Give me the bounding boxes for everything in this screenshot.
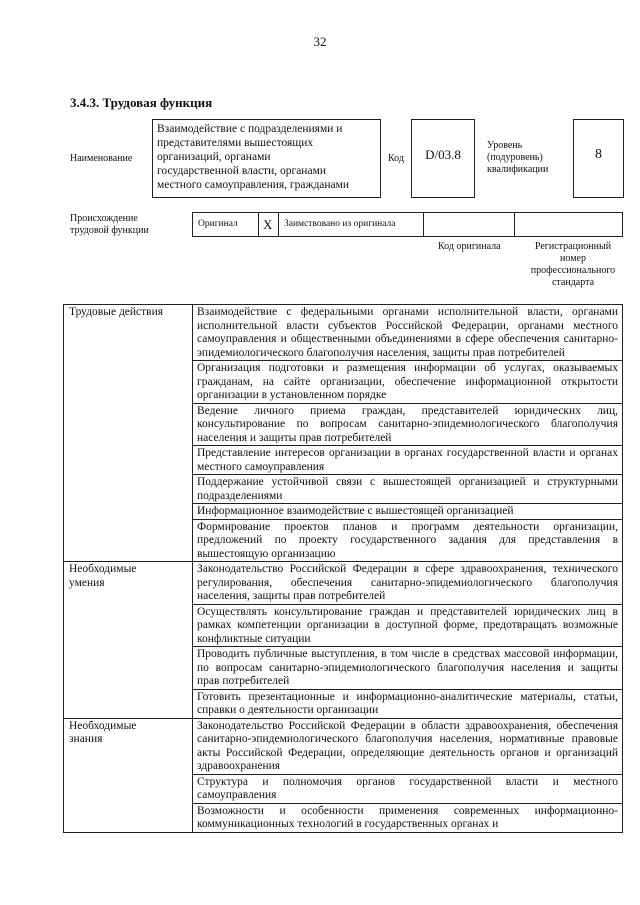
table-cell: Готовить презентационные и информационно-аналитические материалы, статьи, справки о деятельности организации	[193, 689, 623, 718]
origin-label	[70, 213, 149, 237]
table-row	[64, 305, 623, 361]
row-heading-line: Трудовые действия	[69, 306, 164, 318]
reg-number-cell	[515, 213, 622, 236]
code-original-label: Код оригинала	[438, 241, 501, 252]
table-cell: Организация подготовки и размещения информации об услугах, оказываемых гражданам, на сайте организации, обеспечение информационной открытости организации в установленном порядке	[193, 361, 623, 404]
borrowed-label: Заимствовано из оригинала	[279, 213, 424, 236]
origin-row	[192, 212, 623, 237]
row-heading-line: Необходимые	[69, 563, 137, 575]
level-label-line: Уровень	[487, 140, 523, 151]
table-cell: Информационное взаимодействие с вышестоящей организацией	[193, 504, 623, 520]
row-heading-line: умения	[69, 576, 105, 589]
code-label: Код	[388, 153, 404, 164]
row-heading	[64, 718, 193, 832]
row-heading-line: знания	[69, 733, 103, 745]
level-label-line: квалификации	[487, 164, 549, 175]
function-name-line: организаций, органами	[157, 151, 271, 163]
function-table	[63, 304, 623, 833]
origin-label-line: Происхождение	[70, 213, 138, 224]
table-cell: Взаимодействие с федеральными органами исполнительной власти, органами исполнительной власти субъектов Российской Федерации, органами местного самоуправления и общественными объединениями в сфере обеспечения санитарно-эпидемиологического благополучия населения, защиты прав потребителей	[193, 305, 623, 361]
table-cell: Законодательство Российской Федерации в сфере здравоохранения, технического регулирования, обеспечения санитарно-эпидемиологического благополучия населения, защиты прав потребителей	[193, 562, 623, 605]
row-heading	[64, 562, 193, 719]
reg-number-line: Регистрационный	[534, 241, 612, 252]
reg-number-label	[518, 241, 628, 289]
reg-number-line: стандарта	[551, 277, 595, 288]
origin-label-line: трудовой функции	[70, 225, 149, 236]
table-cell: Представление интересов организации в органах государственной власти и органах местного самоуправления	[193, 446, 623, 475]
function-name-line: государственной власти, органами	[157, 165, 327, 177]
level-value: 8	[573, 119, 624, 198]
page-bottom-cut	[0, 888, 640, 905]
page-number: 32	[313, 34, 327, 49]
function-name-line: местного самоуправления, гражданами	[157, 179, 350, 191]
original-label: Оригинал	[193, 213, 259, 236]
level-label-line: (подуровень)	[487, 152, 543, 163]
table-cell: Возможности и особенности применения современных информационно-коммуникационных технологий в государственных органах и	[193, 803, 623, 832]
function-name-line: представителями вышестоящих	[157, 137, 314, 149]
code-original-cell	[424, 213, 515, 236]
table-row	[64, 562, 623, 605]
reg-number-line: профессионального	[530, 265, 616, 276]
row-heading	[64, 305, 193, 562]
table-cell: Структура и полномочия органов государственной власти и местного самоуправления	[193, 774, 623, 803]
table-cell: Проводить публичные выступления, в том числе в средствах массовой информации, по вопросам санитарно-эпидемиологического благополучия населения и защиты прав потребителей	[193, 647, 623, 690]
code-value: D/03.8	[411, 119, 475, 198]
table-cell: Осуществлять консультирование граждан и представителей юридических лиц в рамках компетенции организации в доступной форме, предотвращать возможные конфликтные ситуации	[193, 604, 623, 647]
table-row	[64, 718, 623, 774]
table-cell: Ведение личного приема граждан, представителей юридических лиц, консультирование по вопросам санитарно-эпидемиологического благополучия населения и защиты прав потребителей	[193, 403, 623, 446]
name-label: Наименование	[70, 153, 133, 164]
row-heading-line: Необходимые	[69, 719, 137, 732]
table-cell: Поддержание устойчивой связи с вышестоящей организацией и структурными подразделениями	[193, 475, 623, 504]
table-cell: Законодательство Российской Федерации в области здравоохранения, обеспечения санитарно-эпидемиологического благополучия населения, нормативные правовые акты Российской Федерации, определяющие деятельность органов и организаций здравоохранения	[193, 718, 623, 774]
section-title: 3.4.3. Трудовая функция	[70, 95, 213, 110]
level-label	[487, 140, 548, 176]
reg-number-line: номер	[560, 253, 586, 264]
original-mark: X	[259, 213, 279, 236]
function-name-line: Взаимодействие с подразделениями и	[157, 123, 343, 135]
table-cell: Формирование проектов планов и программ деятельности организации, предложений по проекту государственного задания для представления в вышестоящую организацию	[193, 519, 623, 562]
function-name-box	[152, 119, 381, 198]
